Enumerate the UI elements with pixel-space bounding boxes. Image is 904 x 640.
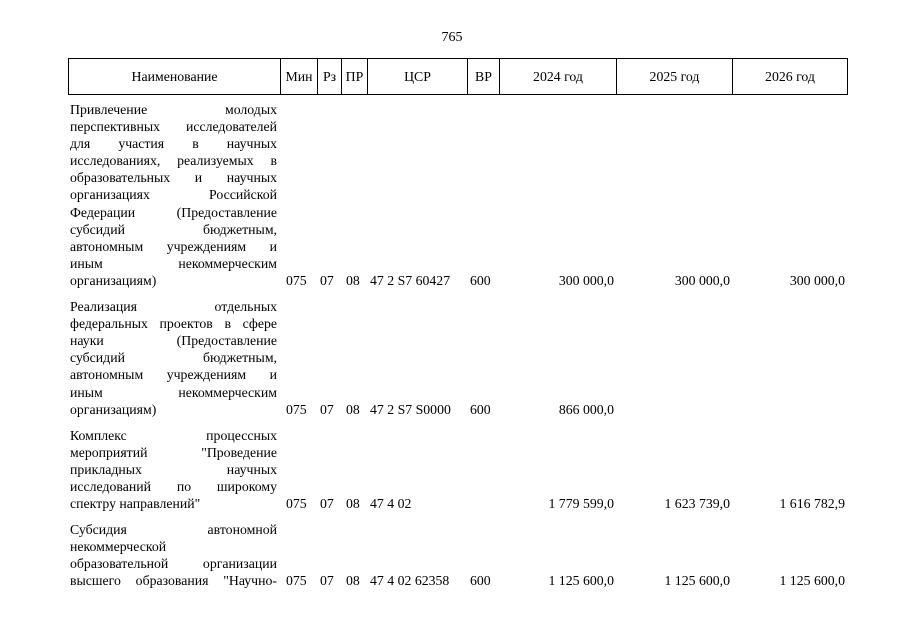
cell-pr: 08 [346, 272, 360, 288]
cell-y2025: 300 000,0 [674, 272, 730, 288]
cell-csr: 47 2 S7 60427 [370, 272, 451, 288]
name-line: спектру направлений" [70, 496, 201, 512]
cell-rz: 07 [320, 401, 334, 417]
cell-vr: 600 [470, 272, 491, 288]
name-line: науки (Предоставление [70, 333, 277, 349]
header-name: Наименование [68, 58, 281, 95]
row-name [68, 521, 281, 589]
name-line: образовательной организации [70, 556, 277, 572]
name-line: организациям) [70, 401, 157, 417]
header-rz: Рз [318, 58, 342, 95]
name-line: федеральных проектов в сфере [70, 316, 277, 332]
name-line: иным некоммерческим [70, 255, 277, 271]
cell-pr: 08 [346, 401, 360, 417]
cell-y2024: 1 125 600,0 [548, 573, 614, 589]
cell-y2025: 1 125 600,0 [664, 573, 730, 589]
name-line: Привлечение молодых [70, 102, 277, 117]
budget-table [68, 58, 848, 590]
cell-min: 075 [286, 573, 307, 589]
row-name [68, 427, 281, 512]
header-vr: ВР [468, 58, 500, 95]
name-line: высшего образования "Научно- [70, 573, 277, 589]
name-line: прикладных научных [70, 461, 277, 477]
name-line: Реализация отдельных [70, 299, 277, 315]
cell-y2026: 1 125 600,0 [779, 573, 845, 589]
name-line: перспективных исследователей [70, 119, 277, 135]
name-line: автономным учреждениям и [70, 238, 277, 254]
cell-y2024: 866 000,0 [558, 401, 614, 417]
cell-csr: 47 4 02 62358 [370, 573, 450, 589]
header-2024: 2024 год [500, 58, 617, 95]
header-2026: 2026 год [733, 58, 848, 95]
cell-y2024: 300 000,0 [558, 272, 614, 288]
cell-min: 075 [286, 496, 307, 512]
table-header [68, 58, 848, 95]
name-line: исследованиях, реализуемых в [70, 153, 277, 169]
name-line: Федерации (Предоставление [70, 204, 277, 220]
header-2025: 2025 год [617, 58, 733, 95]
cell-pr: 08 [346, 573, 360, 589]
cell-min: 075 [286, 401, 307, 417]
cell-pr: 08 [346, 496, 360, 512]
cell-y2026: 300 000,0 [789, 272, 845, 288]
cell-rz: 07 [320, 496, 334, 512]
table-row [68, 427, 848, 512]
name-line: образовательных и научных [70, 170, 277, 186]
table-row [68, 298, 848, 418]
name-line: субсидий бюджетным, [70, 221, 277, 237]
table-body [68, 101, 848, 590]
cell-csr: 47 2 S7 S0000 [370, 401, 451, 417]
cell-y2025: 1 623 739,0 [664, 496, 730, 512]
table-row [68, 101, 848, 289]
row-name [68, 298, 281, 418]
cell-min: 075 [286, 272, 307, 288]
name-line: субсидий бюджетным, [70, 350, 277, 366]
name-line: автономным учреждениям и [70, 367, 277, 383]
table-row [68, 521, 848, 589]
cell-y2026: 1 616 782,9 [779, 496, 845, 512]
row-name [68, 101, 281, 289]
cell-rz: 07 [320, 573, 334, 589]
name-line: организациям) [70, 272, 157, 288]
name-line: Субсидия автономной [70, 522, 277, 538]
cell-csr: 47 4 02 [370, 496, 412, 512]
cell-vr: 600 [470, 401, 491, 417]
header-pr: ПР [342, 58, 368, 95]
name-line: для участия в научных [70, 136, 277, 152]
name-line: некоммерческой [70, 539, 167, 555]
header-csr: ЦСР [368, 58, 468, 95]
cell-y2024: 1 779 599,0 [548, 496, 614, 512]
name-line: мероприятий "Проведение [70, 444, 277, 460]
cell-rz: 07 [320, 272, 334, 288]
name-line: исследований по широкому [70, 478, 277, 494]
name-line: организациях Российской [70, 187, 277, 203]
page-number: 765 [441, 30, 463, 45]
cell-vr: 600 [470, 573, 491, 589]
name-line: иным некоммерческим [70, 384, 277, 400]
header-min: Мин [281, 58, 318, 95]
name-line: Комплекс процессных [70, 427, 277, 443]
